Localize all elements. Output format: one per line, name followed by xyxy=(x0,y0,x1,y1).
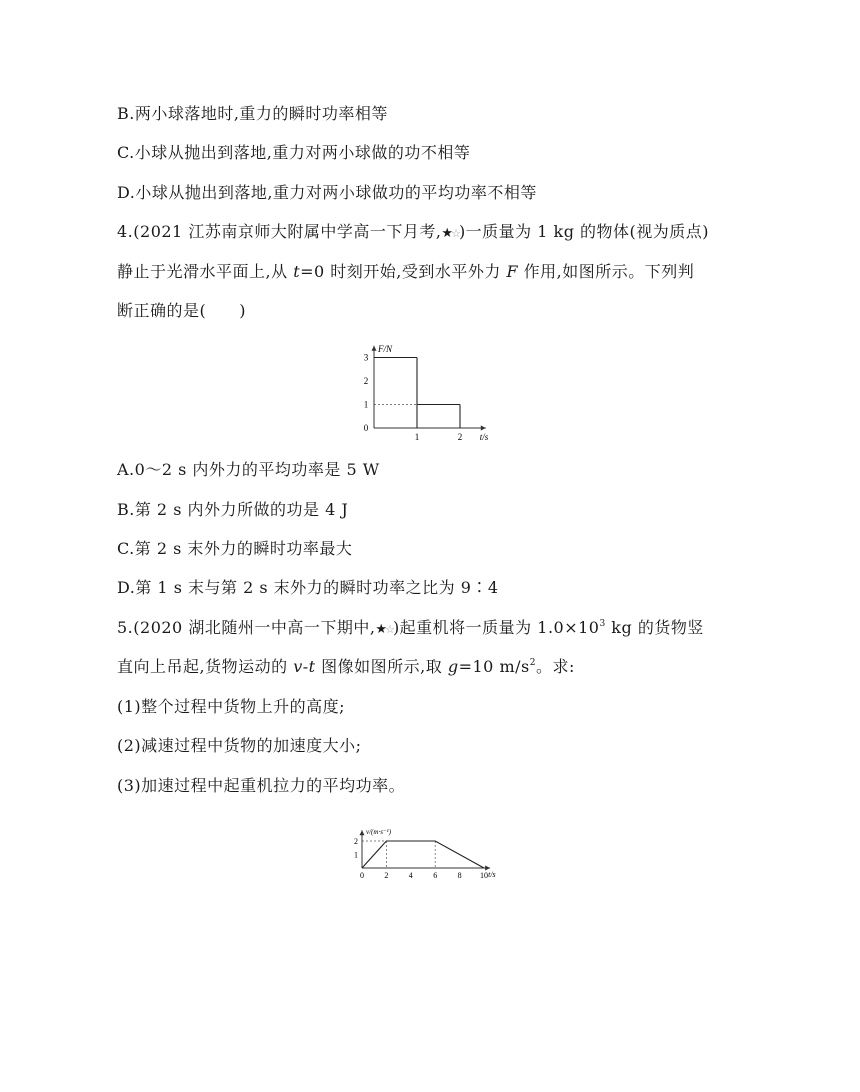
q3-option-b: B.两小球落地时,重力的瞬时功率相等 xyxy=(117,104,388,123)
y-axis-label: F/N xyxy=(378,343,393,354)
y-axis-label: v/(m·s⁻¹) xyxy=(366,828,392,837)
q5-part-3: (3)加速过程中起重机拉力的平均功率。 xyxy=(117,776,406,795)
q5-source: 5.(2020 湖北随州一中高一下期中, xyxy=(117,618,376,637)
q5-stem-line2 xyxy=(117,657,575,677)
x-axis-label: t/s xyxy=(488,870,496,879)
q4-source: 4.(2021 江苏南京师大附属中学高一下月考, xyxy=(117,222,442,241)
x-tick-label: 2 xyxy=(457,432,463,442)
x-tick-label: 2 xyxy=(384,871,389,880)
q5-part-1: (1)整个过程中货物上升的高度; xyxy=(117,697,346,716)
q4-option-a: A.0～2 s 内外力的平均功率是 5 W xyxy=(117,460,380,479)
q4-stem-text: )一质量为 1 kg 的物体(视为质点) xyxy=(458,222,710,241)
q4-option-d: D.第 1 s 末与第 2 s 末外力的瞬时功率之比为 9∶4 xyxy=(117,578,499,597)
y-tick-label: 0 xyxy=(363,423,369,433)
q4-text: 静止于光滑水平面上,从 xyxy=(117,262,294,281)
q4-stem-line3: 断正确的是( ) xyxy=(117,301,246,320)
q5-var-t: t xyxy=(308,657,316,676)
x-tick-label: 0 xyxy=(360,871,364,880)
q4-stem-line1 xyxy=(117,222,709,244)
y-tick-label: 1 xyxy=(354,850,358,860)
q5-text: kg 的货物竖 xyxy=(605,618,704,637)
q4-text: 作用,如图所示。下列判 xyxy=(518,262,695,281)
q3-option-d: D.小球从抛出到落地,重力对两小球做功的平均功率不相等 xyxy=(117,183,537,202)
star-icon: ★☆ xyxy=(375,622,393,637)
q5-stem-line1 xyxy=(117,618,704,640)
q5-text: =10 m/s xyxy=(458,657,530,676)
x-axis-arrow xyxy=(481,426,486,431)
y-tick-label: 2 xyxy=(354,837,358,846)
y-axis-arrow xyxy=(372,346,377,351)
q5-text: 直向上吊起,货物运动的 xyxy=(117,657,294,676)
q4-option-b: B.第 2 s 内外力所做的功是 4 J xyxy=(117,500,349,519)
q4-var-F: F xyxy=(506,262,519,281)
star-icon: ★☆ xyxy=(441,226,459,241)
q4-var-t: t xyxy=(293,262,301,281)
q4-option-c: C.第 2 s 末外力的瞬时功率最大 xyxy=(117,539,353,558)
x-axis-label: t/s xyxy=(479,432,489,442)
x-tick-label: 6 xyxy=(433,871,438,880)
force-time-chart xyxy=(340,336,500,446)
q5-text: 图像如图所示,取 xyxy=(315,657,448,676)
q5-text: 。求: xyxy=(535,657,575,676)
y-axis-arrow xyxy=(360,830,365,835)
q5-exponent: 2 xyxy=(529,658,536,668)
y-tick-label: 2 xyxy=(363,376,369,386)
velocity-time-chart xyxy=(340,810,520,890)
x-tick-label: 8 xyxy=(457,871,462,880)
q5-var-v: v xyxy=(293,657,303,676)
x-tick-label: 4 xyxy=(408,871,413,880)
q5-var-g: g xyxy=(447,657,459,676)
q4-stem-line2 xyxy=(117,262,694,282)
velocity-line xyxy=(362,841,484,868)
q5-part-2: (2)减速过程中货物的加速度大小; xyxy=(117,736,362,755)
y-tick-label: 3 xyxy=(363,352,369,363)
x-tick-label: 10 xyxy=(480,871,488,880)
q5-text: )起重机将一质量为 1.0×10 xyxy=(392,618,600,637)
q3-option-c: C.小球从抛出到落地,重力对两小球做的功不相等 xyxy=(117,143,471,162)
y-tick-label: 1 xyxy=(363,399,369,410)
x-tick-label: 1 xyxy=(414,432,420,442)
q4-text: =0 时刻开始,受到水平外力 xyxy=(300,262,507,281)
q5-exponent: 3 xyxy=(599,619,606,629)
q5-text: - xyxy=(302,657,309,676)
